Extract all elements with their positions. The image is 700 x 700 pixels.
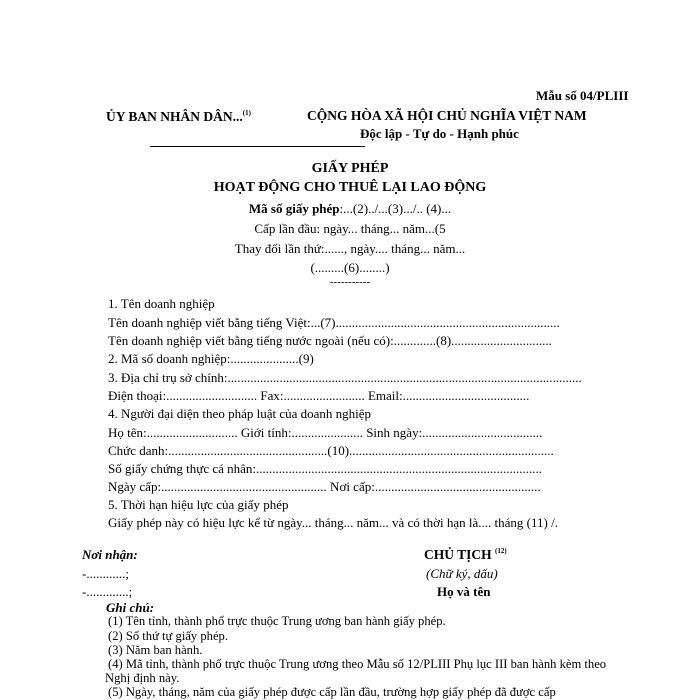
note-6-line: (.........(6)........) — [310, 260, 390, 275]
section-5-heading: 5. Thời hạn hiệu lực của giấy phép — [108, 497, 289, 512]
field-contact: Điện thoại:............................ Fax:......................... Email:....................................... — [108, 388, 530, 403]
signer-name: Họ và tên — [437, 584, 491, 599]
note-item: Nghị định này. — [105, 671, 180, 685]
field-position: Chức danh:.................................................(10)............................................................... — [108, 443, 554, 458]
note-item: (1) Tên tỉnh, thành phố trực thuộc Trung ương ban hành giấy phép. — [108, 614, 446, 628]
form-code: Mẫu số 04/PLIII — [536, 88, 629, 103]
issuing-authority-label: ỦY BAN NHÂN DÂN... — [106, 109, 243, 124]
issuing-authority-note: (1) — [242, 108, 251, 117]
note-item: (3) Năm ban hành. — [108, 643, 203, 657]
field-head-office-address: 3. Địa chỉ trụ sở chính:............................................................................................................. — [108, 370, 582, 385]
notes-label: Ghi chú: — [106, 600, 155, 615]
header-underline — [150, 146, 365, 147]
recipients-label: Nơi nhận: — [82, 547, 138, 562]
field-name-foreign: Tên doanh nghiệp viết bằng tiếng nước ngoài (nếu có):.............(8)............................... — [108, 333, 552, 348]
field-validity: Giấy phép này có hiệu lực kể từ ngày... tháng... năm... và có thời hạn là.... tháng (11) /. — [108, 515, 558, 530]
note-item: (5) Ngày, tháng, năm của giấy phép được cấp lần đầu, trường hợp giấy phép đã được cấp — [108, 685, 556, 699]
document-title: GIẤY PHÉP — [311, 161, 389, 176]
section-1-heading: 1. Tên doanh nghiệp — [108, 296, 215, 311]
license-number-label: Mã số giấy phép — [248, 201, 340, 216]
note-item: (4) Mã tỉnh, thành phố trực thuộc Trung ương theo Mẫu số 12/PLIII Phụ lục III ban hành kèm theo — [108, 657, 607, 671]
national-motto: Độc lập - Tự do - Hạnh phúc — [360, 126, 519, 141]
issuing-authority — [106, 109, 251, 125]
signer-title-note: (12) — [495, 546, 507, 555]
signer-title-label: CHỦ TỊCH — [424, 547, 492, 562]
field-enterprise-code: 2. Mã số doanh nghiệp:.....................(9) — [108, 351, 314, 366]
change-line: Thay đổi lần thứ:......, ngày.... tháng... năm... — [234, 241, 466, 256]
license-number-value: :...(2)../...(3).../.. (4)... — [339, 201, 452, 216]
note-item: (2) Số thứ tự giấy phép. — [108, 629, 228, 643]
field-id-document: Số giấy chứng thực cá nhân:........................................................................................ — [108, 461, 543, 476]
recipient-item: -.............; — [82, 584, 133, 599]
national-title: CỘNG HÒA XÃ HỘI CHỦ NGHĨA VIỆT NAM — [307, 108, 587, 123]
field-name-vietnamese: Tên doanh nghiệp viết bằng tiếng Việt:...(7)..................................................................... — [108, 315, 560, 330]
document-subtitle: HOẠT ĐỘNG CHO THUÊ LẠI LAO ĐỘNG — [213, 180, 487, 195]
signer-title — [424, 547, 507, 563]
title-divider: ----------- — [329, 276, 371, 288]
field-issue-date-place: Ngày cấp:................................................... Nơi cấp:................................................... — [108, 479, 541, 494]
section-4-heading: 4. Người đại diện theo pháp luật của doanh nghiệp — [108, 406, 372, 421]
recipient-item: -............; — [82, 566, 129, 581]
license-number — [0, 201, 700, 217]
field-representative-name: Họ tên:............................ Giới tính:...................... Sinh ngày:..................................... — [108, 425, 543, 440]
signer-subtitle: (Chữ ký, dấu) — [426, 566, 498, 581]
first-issue-line: Cấp lần đầu: ngày... tháng... năm...(5 — [254, 221, 446, 236]
